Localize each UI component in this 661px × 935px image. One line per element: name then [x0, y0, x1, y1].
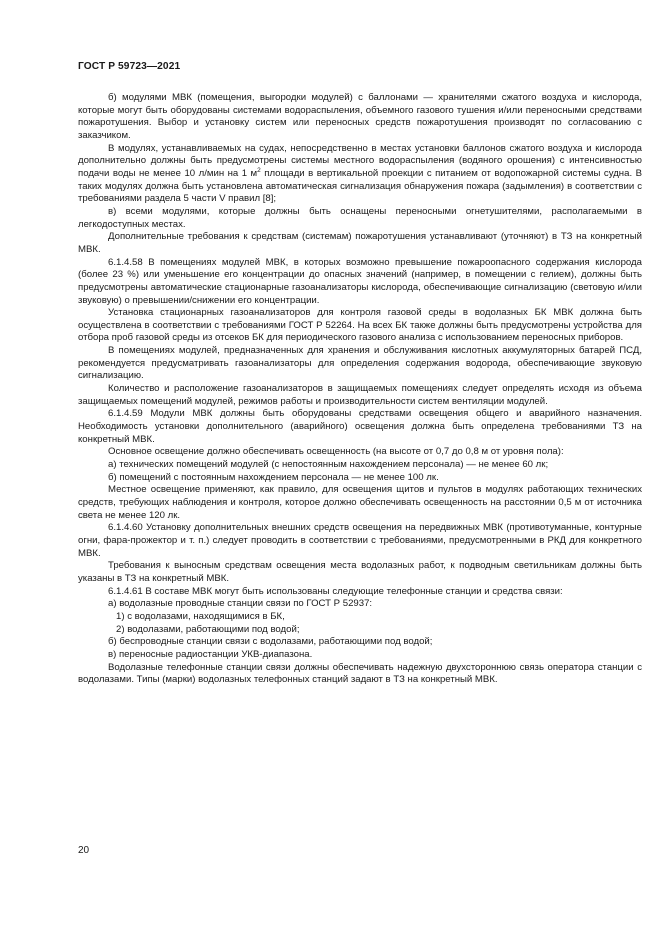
- clause-6-1-4-61: 6.1.4.61 В составе МВК могут быть использованы следующие телефонные станции и средства связи:: [108, 585, 563, 597]
- list-item: в) переносные радиостанции УКВ-диапазона.: [108, 648, 313, 660]
- paragraph: В помещениях модулей, предназначенных для хранения и обслуживания кислотных аккумуляторных батарей ПСД, рекомендуется предусматривать газоанализаторы для определения содержания водорода, обеспечивающие звуковую сигнализацию.: [78, 345, 642, 382]
- list-item: б) помещений с постоянным нахождением персонала — не менее 100 лк.: [108, 471, 439, 483]
- list-item: а) водолазные проводные станции связи по ГОСТ Р 52937:: [108, 598, 373, 610]
- paragraph-part: В модулях, устанавливаемых на судах, непосредственно в местах установки баллонов сжатого воздуха и кислорода дополнительно должны быть предусмотрены системы местного водораспыления (водяного орошения) с интенсивностью подачи воды не менее 10 л/мин на 1 м: [78, 142, 642, 179]
- paragraph: б) модулями МВК (помещения, выгородки модулей) с баллонами — хранителями сжатого воздуха и кислорода, которые могут быть оборудованы системами водораспыления, объемного газового тушения и/или переносными средствами пожаротушения. Выбор и установку систем или переносных средств пожаротушения производят по согласованию с заказчиком.: [78, 92, 642, 141]
- paragraph: Установка стационарных газоанализаторов для контроля газовой среды в водолазных БК МВК должна быть осуществлена в соответствии с требованиями ГОСТ Р 52264. На всех БК также должны быть предусмотрены устройства для отбора проб газовой среды из отсеков БК для периодического газового анализа с использованием переносных приборов.: [78, 307, 642, 344]
- paragraph-part: площади в вертикальной проекции с питанием от водопожарной системы судна. В таких модулях должна быть установлена автоматическая сигнализация обнаружения пожара (задымления) в соответствии с требованиями раздела 5 части V правил [8];: [78, 167, 642, 205]
- paragraph: Требования к выносным средствам освещения места водолазных работ, к подводным светильникам должны быть указаны в ТЗ на конкретный МВК.: [78, 560, 642, 584]
- paragraph: в) всеми модулями, которые должны быть оснащены переносными огнетушителями, располагаемыми в легкодоступных местах.: [78, 205, 642, 230]
- paragraph: Дополнительные требования к средствам (системам) пожаротушения устанавливают (уточняют) в ТЗ на конкретный МВК.: [78, 231, 642, 255]
- list-item: а) технических помещений модулей (с непостоянным нахождением персонала) — не менее 60 лк;: [108, 459, 549, 471]
- paragraph: Водолазные телефонные станции связи должны обеспечивать надежную двухстороннюю связь оператора станции с водолазами. Типы (марки) водолазных телефонных станций задают в ТЗ на конкретный МВК.: [78, 661, 642, 686]
- clause-6-1-4-59: 6.1.4.59 Модули МВК должны быть оборудованы средствами освещения общего и аварийного назначения. Необходимость установки дополнительного (аварийного) освещения должна быть определена требованиями ТЗ на конкретный МВК.: [78, 408, 642, 445]
- sub-list-item: 1) с водолазами, находящимися в БК,: [116, 610, 285, 622]
- paragraph: Количество и расположение газоанализаторов в защищаемых помещениях следует определять исходя из объема защищаемых помещений модулей, режимов работы и производительности систем вентиляции модулей.: [78, 383, 642, 407]
- paragraph: Местное освещение применяют, как правило, для освещения щитов и пультов в модулях работающих технических средств, требующих наблюдения и контроля, которое должно обеспечивать освещенность на расстоянии 0,5 м от источника света не менее 120 лк.: [78, 484, 642, 521]
- page-number: 20: [78, 845, 90, 856]
- standard-header: ГОСТ Р 59723—2021: [78, 61, 181, 72]
- paragraph: Основное освещение должно обеспечивать освещенность (на высоте от 0,7 до 0,8 м от уровня пола):: [108, 446, 564, 458]
- clause-6-1-4-60: 6.1.4.60 Установку дополнительных внешних средств освещения на передвижных МВК (противотуманные, контурные огни, фара-прожектор и т. п.) следует проводить в соответствии с требованиями, предусмотренными в РКД для конкретного МВК.: [78, 522, 642, 559]
- clause-6-1-4-58: 6.1.4.58 В помещениях модулей МВК, в которых возможно превышение пожароопасного содержания кислорода (более 23 %) или уменьшение его концентрации до опасных значений (например, в помещении с гелием), должны быть предусмотрены автоматические стационарные газоанализаторы кислорода, обеспечивающие сигнализацию (световую и/или звуковую) о превышении/снижении его концентрации.: [78, 256, 642, 306]
- superscript: 2: [257, 166, 261, 174]
- document-body: [78, 92, 642, 687]
- sub-list-item: 2) водолазами, работающими под водой;: [116, 623, 300, 635]
- list-item: б) беспроводные станции связи с водолазами, работающими под водой;: [108, 636, 433, 648]
- paragraph-sprinkler: [78, 143, 642, 206]
